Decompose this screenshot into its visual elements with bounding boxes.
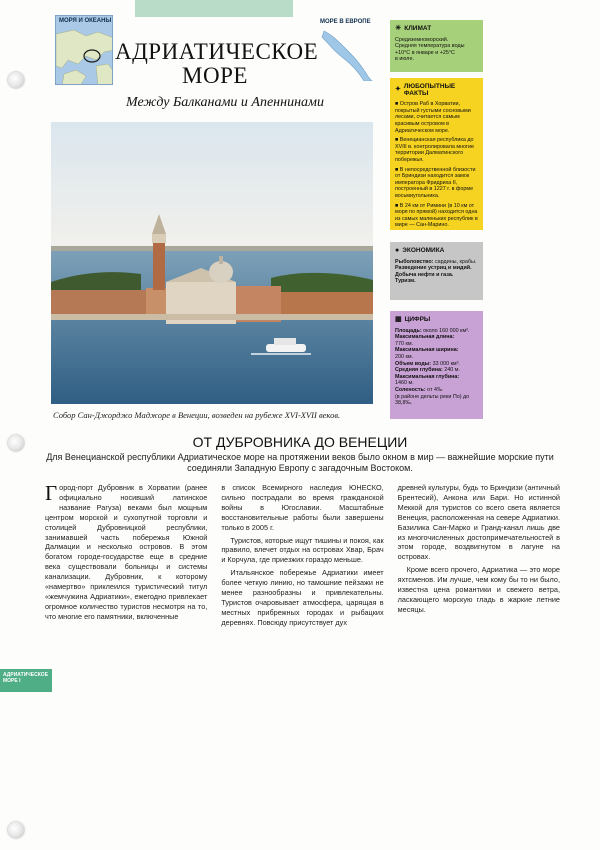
numbers-avg-depth: Средняя глубина: 240 м. [395, 367, 461, 374]
numbers-heading-text: ЦИФРЫ [404, 316, 431, 323]
title-line-2: МОРЕ [182, 63, 248, 88]
climate-heading-text: КЛИМАТ [404, 25, 432, 32]
facts-heading-line-1: ЛЮБОПЫТНЫЕ [403, 83, 456, 90]
climate-line-4: в июле. [395, 56, 414, 63]
lead-paragraph: Для Венецианской республики Адриатическое море на протяжении веков было окном в мир — важнейшие морские пути соединяли Западную Европу с загадочным Востоком. [46, 452, 554, 473]
economy-heading-text: ЭКОНОМИКА [402, 247, 445, 254]
economy-oysters: Разведение устриц и мидий. [395, 265, 472, 272]
page-subtitle: Между Балканами и Апеннинами [126, 95, 324, 110]
climate-box [390, 20, 483, 72]
numbers-salinity: Соленость: от 4‰ (в районе дельты реки По) до 38,8‰. [395, 386, 470, 407]
adriatic-map-graphic [318, 27, 374, 81]
article-column-1 [45, 483, 207, 658]
section-tab [0, 669, 52, 692]
numbers-max-depth: Максимальная глубина: 1460 м. [395, 373, 460, 387]
article-column-2 [221, 483, 383, 658]
map-right-label: МОРЕ В ЕВРОПЕ [320, 19, 371, 25]
coin-icon: ● [395, 247, 400, 254]
climate-heading [395, 26, 478, 33]
economy-heading [395, 248, 478, 255]
numbers-heading [395, 317, 478, 324]
economy-box [390, 242, 483, 300]
venice-photo [51, 122, 373, 404]
lightbulb-icon: ✦ [395, 86, 401, 94]
world-map-graphic [56, 16, 113, 85]
numbers-volume: Объем воды: 33 000 км³. [395, 360, 460, 367]
world-map-thumbnail [55, 15, 113, 85]
top-color-tab [135, 0, 293, 17]
article-paragraph: Итальянское побережье Адриатики имеет более четкую линию, но тамошние пейзажи не менее разнообразны и привлекательны. Туристов очаровывает атмосфера, царящая в местных прибрежных городах и рыбацких деревнях. Повсюду присутствует дух [221, 568, 384, 627]
section-title: ОТ ДУБРОВНИКА ДО ВЕНЕЦИИ [192, 434, 408, 450]
article-paragraph: Туристов, которые ищут тишины и покоя, как правило, влечет отдых на островах Хвар, Брач и Корчула, где приезжих гораздо меньше. [221, 535, 384, 565]
binder-hole-top [8, 72, 24, 88]
article-columns [45, 483, 560, 658]
article-paragraph: древней культуры, будь то Бриндизи (античный Брентесий), Анкона или Бари. Но истинной Меккой для туристов со всего света является Венеция, расположенная на севере Адриатики. Базилика Сан-Марко и Гранд-канал лишь две из многочисленных достопримечательностей в этом городе, воздвигнутом в лагуне на островах. [397, 483, 560, 562]
numbers-width: Максимальная ширина: 200 км. [395, 347, 459, 360]
facts-heading [395, 84, 478, 97]
fact-item: ■ Венецианская республика до XVIII в. контролировала многие территории Далматинского побережья. [395, 137, 475, 163]
sun-icon: ☀ [395, 25, 402, 32]
section-tab-line-2: МОРЕ I [3, 678, 21, 684]
economy-oil-gas: Добыча нефти и газа. [395, 271, 454, 278]
facts-box [390, 78, 483, 230]
economy-tourism: Туризм. [395, 278, 416, 285]
san-giorgio-illustration [51, 122, 373, 404]
numbers-length: Максимальная длина: 770 км. [395, 334, 455, 347]
article-paragraph: Кроме всего прочего, Адриатика — это море яхтсменов. Им лучше, чем кому бы то ни было, известна цена романтики и свежего ветра, ласкающего морскую гладь в жаркие летние месяцы. [397, 565, 560, 614]
section-tab-line-1: АДРИАТИЧЕСКОЕ [3, 672, 49, 678]
europe-map-thumbnail [318, 17, 374, 81]
title-line-1: АДРИАТИЧЕСКОЕ [115, 39, 319, 64]
photo-caption: Собор Сан-Джорджо Маджоре в Венеции, возведен на рубеже XVI-XVII веков. [53, 410, 341, 420]
article-paragraph: в список Всемирного наследия ЮНЕСКО, сильно пострадали во время гражданской войны в Югославии. Масштабные восстановительные работы были завершены только в 2005 г. [221, 483, 384, 532]
fact-item: ■ В 24 км от Римини (в 10 км от моря по прямой) находится одна из самых маленьких республик в мире — Сан-Марино. [395, 202, 478, 229]
fact-item: ■ В непосредственной близости от Бриндизи находится замок императора Фридриха II, построенный в 1227 г. в форме восьмиугольника. [395, 166, 476, 199]
page-title [115, 39, 319, 88]
numbers-box [390, 311, 483, 419]
economy-fishing: Рыболовство: сардины, крабы. [395, 258, 477, 265]
calculator-icon: ▦ [395, 316, 402, 323]
climate-line-2: Средняя температура воды [395, 43, 465, 50]
facts-heading-line-2: ФАКТЫ [403, 89, 429, 97]
article-paragraph: Город-порт Дубровник в Хорватии (ранее официально носивший латинское название Рагуза) веками был мощным центром морской и сухопутной торговли и столицей Дубровницкой республики, занимавшей часть побережья Южной Далмации и несколько островов. В этом богатом городе-государстве еще в средние века существовали больницы и системы канализации. Дубровник, к которому «намертво» приклеился туристический титул «жемчужина Адриатики», ежегодно привлекает огромное количество туристов несмотря на то, что многие его памятники, включенные [45, 481, 208, 621]
map-left-label: МОРЯ И ОКЕАНЫ [59, 18, 112, 24]
climate-line-1: Средиземноморский. [395, 36, 449, 43]
climate-line-3: +10°С в январе и +25°С [395, 49, 455, 56]
drop-cap: Г [45, 481, 58, 505]
numbers-area: Площадь: около 160 000 км². [395, 327, 470, 334]
fact-item: ■ Остров Раб в Хорватии, покрытый густыми сосновыми лесами, считается самым красивым островом в Адриатическом море. [395, 101, 471, 134]
article-column-3 [398, 483, 560, 658]
binder-hole-bottom [8, 822, 24, 838]
